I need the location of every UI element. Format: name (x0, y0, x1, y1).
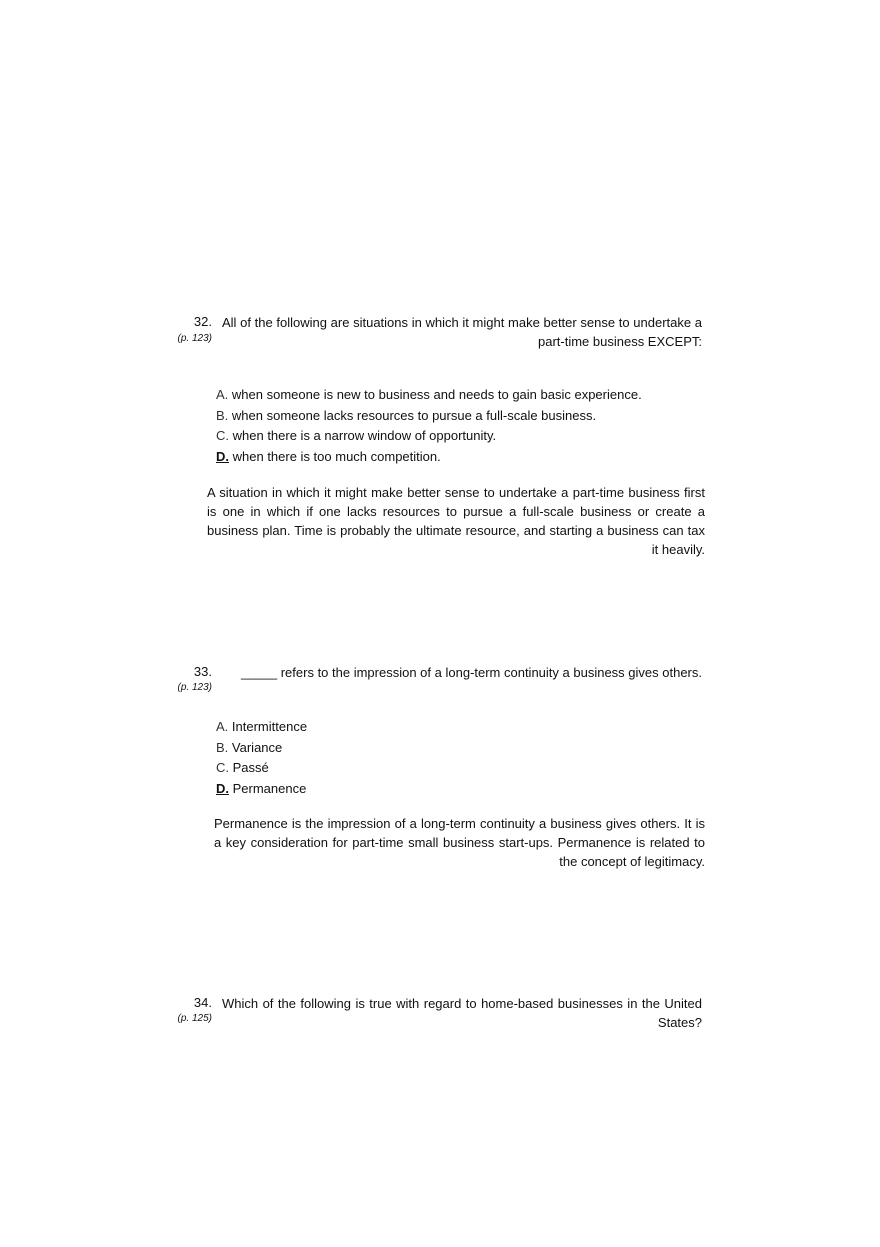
option-letter: C. (216, 760, 229, 775)
option-text: when someone is new to business and needs to gain basic experience. (231, 387, 642, 402)
option-b (216, 406, 696, 427)
correct-option-letter: D. (216, 780, 229, 796)
question-text: Which of the following is true with regard to home-based businesses in the United States? (222, 996, 702, 1030)
option-text: when there is a narrow window of opportunity. (232, 428, 497, 443)
option-letter: C. (216, 428, 229, 443)
question-text: _____ refers to the impression of a long-term continuity a business gives others. (240, 665, 702, 680)
option-letter: B. (216, 739, 229, 755)
option-text: Variance (231, 739, 283, 755)
option-text: when someone lacks resources to pursue a full-scale business. (231, 407, 597, 423)
page-reference: (p. 123) (177, 682, 212, 693)
question-number: 33. (193, 664, 212, 679)
answer-options (216, 385, 696, 467)
option-a (216, 385, 696, 406)
option-letter: B. (216, 407, 229, 423)
option-b (216, 738, 696, 759)
answer-explanation: A situation in which it might make better sense to undertake a part-time business first is one in which if one lacks resources to pursue a full-scale business or create a business plan. Time is probably the ultimate resource, and starting a business can tax it heavily. (207, 485, 705, 557)
option-d-correct (216, 779, 696, 800)
option-letter: A. (216, 387, 229, 402)
option-text: Intermittence (231, 719, 308, 734)
question-number: 32. (193, 314, 212, 329)
question-number: 34. (193, 995, 212, 1010)
option-c (216, 758, 696, 779)
option-text: Permanence (232, 780, 307, 796)
option-text: Passé (232, 760, 269, 775)
page-reference: (p. 123) (177, 333, 212, 344)
option-text: when there is too much competition. (232, 448, 441, 464)
option-a (216, 717, 696, 738)
option-c (216, 426, 696, 447)
question-text: All of the following are situations in which it might make better sense to undertake a part-time business EXCEPT: (222, 315, 702, 349)
option-letter: A. (216, 719, 229, 734)
page-reference: (p. 125) (177, 1013, 212, 1024)
answer-options (216, 717, 696, 799)
correct-option-letter: D. (216, 448, 229, 464)
answer-explanation: Permanence is the impression of a long-term continuity a business gives others. It is a key consideration for part-time small business start-ups. Permanence is related to the concept of legitimacy. (214, 816, 705, 869)
option-d-correct (216, 447, 696, 468)
